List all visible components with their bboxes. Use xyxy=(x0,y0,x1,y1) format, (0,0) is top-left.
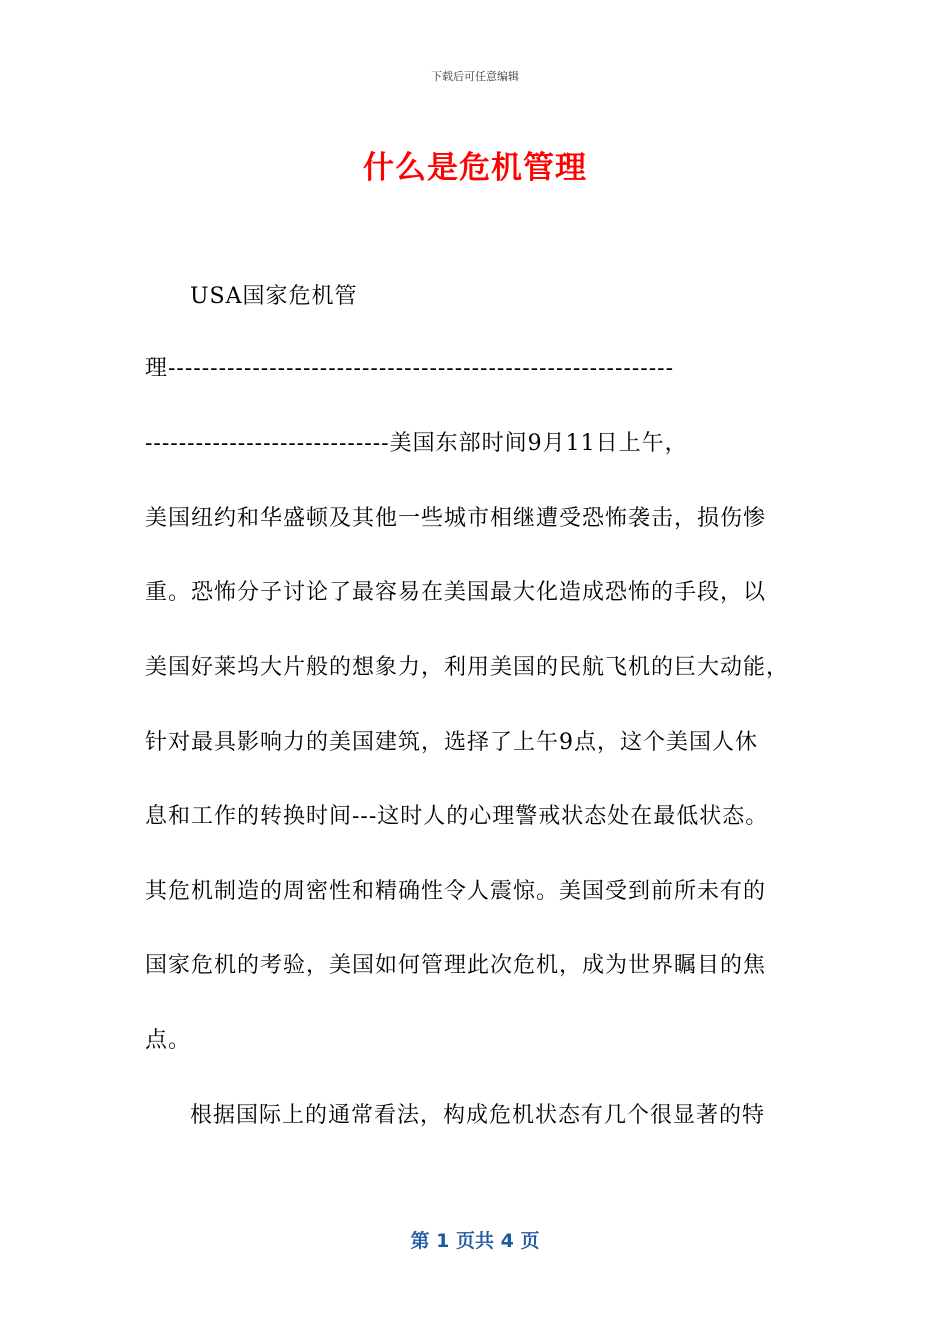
paragraph-line-12: 根据国际上的通常看法，构成危机状态有几个很显著的特 xyxy=(190,1103,766,1128)
paragraph-line-9: 其危机制造的周密性和精确性令人震惊。美国受到前所未有的 xyxy=(145,879,767,904)
paragraph-line-6: 美国好莱坞大片般的想象力，利用美国的民航飞机的巨大动能， xyxy=(145,655,790,680)
paragraph-line-8: 息和工作的转换时间---这时人的心理警戒状态处在最低状态。 xyxy=(145,804,769,829)
header-note: 下载后可任意编辑 xyxy=(431,70,519,83)
paragraph-line-1: USA国家危机管 xyxy=(190,284,358,309)
paragraph-line-7: 针对最具影响力的美国建筑，选择了上午9点，这个美国人休 xyxy=(145,730,758,755)
paragraph-line-4: 美国纽约和华盛顿及其他一些城市相继遭受恐怖袭击，损伤惨 xyxy=(145,506,767,531)
paragraph-line-3: -----------------------------美国东部时间9月11日上午， xyxy=(145,431,688,456)
paragraph-line-5: 重。恐怖分子讨论了最容易在美国最大化造成恐怖的手段，以 xyxy=(145,580,767,605)
paragraph-line-10: 国家危机的考验，美国如何管理此次危机，成为世界瞩目的焦 xyxy=(145,953,767,978)
paragraph-line-11: 点。 xyxy=(145,1028,192,1053)
document-title: 什么是危机管理 xyxy=(363,150,587,186)
paragraph-line-2: 理------------------------------------------------------------ xyxy=(145,356,675,381)
page-number-footer: 第 1 页共 4 页 xyxy=(410,1230,540,1252)
